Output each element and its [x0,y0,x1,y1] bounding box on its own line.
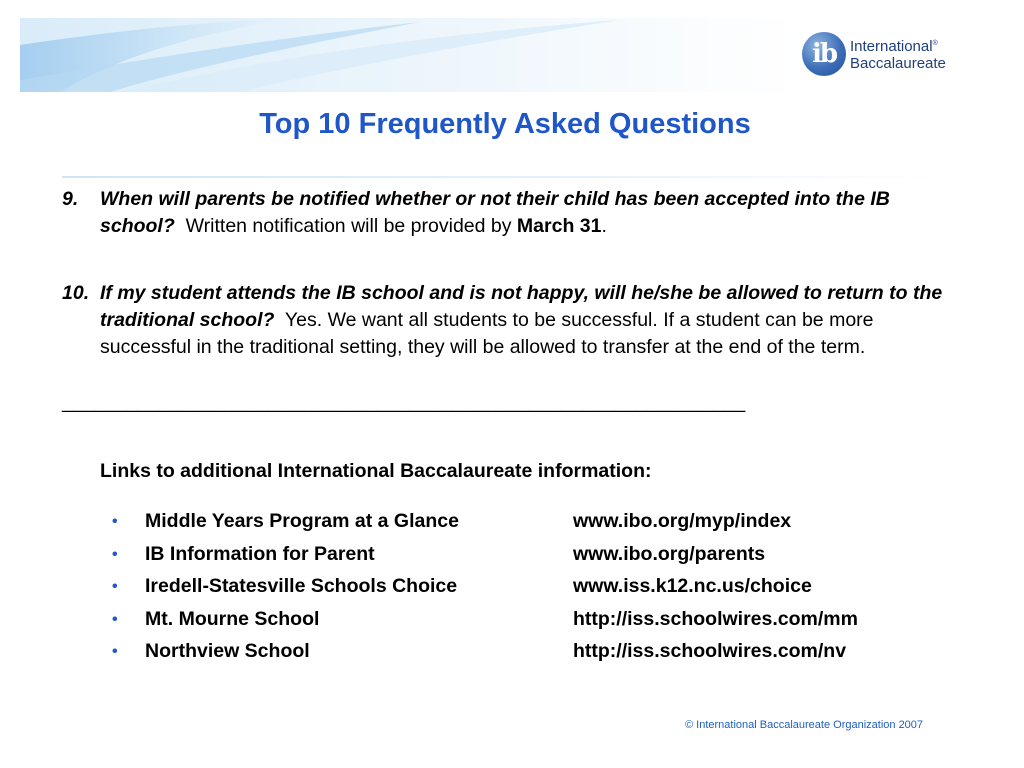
faq-number: 10. [62,282,90,304]
list-item [112,541,932,574]
page-title: Top 10 Frequently Asked Questions [259,108,751,140]
link-name: Iredell-Statesville Schools Choice [145,575,458,597]
bullet-icon: • [112,643,118,660]
link-name: Middle Years Program at a Glance [145,510,459,532]
link-url[interactable]: www.iss.k12.nc.us/choice [573,575,812,597]
faq-answer-date: March 31 [516,215,602,237]
section-divider: _______________________________________________________________ [62,391,746,413]
title-underline [62,176,942,178]
link-name: IB Information for Parent [145,542,375,565]
faq-item-10 [62,280,962,361]
faq-item-9 [62,186,962,240]
faq-question: When will parents be notified whether or not their child has been accepted into the IB school? [100,188,890,237]
faq-answer-suffix: . [601,215,607,237]
links-heading: Links to additional International Baccalaureate information: [100,460,652,482]
faq-number: 9. [62,188,79,210]
logo-line2: Baccalaureate [850,55,946,72]
bullet-icon: • [112,610,118,628]
list-item [112,573,932,606]
list-item [112,508,932,541]
list-item [112,638,932,671]
logo-line1: International [850,38,933,55]
faq-answer: Yes. We want all students to be successful. If a student can be more successful in the traditional setting, they will be allowed to transfer at the end of the term. [100,309,874,358]
bullet-icon: • [112,545,118,563]
faq-answer-prefix: Written notification will be provided by [185,215,512,237]
links-list [112,508,932,671]
link-url[interactable]: www.ibo.org/parents [573,542,766,565]
faq-body [100,186,962,240]
ib-logo-text [850,35,946,72]
faq-question: If my student attends the IB school and is not happy, will he/she be allowed to return to the traditional school? [100,282,943,331]
registered-mark: ® [932,40,938,47]
link-url[interactable]: http://iss.schoolwires.com/nv [573,640,847,662]
faq-body [100,280,962,361]
link-url[interactable]: www.ibo.org/myp/index [573,510,792,532]
link-name: Northview School [145,640,310,662]
ib-logo-mark: ib [802,32,846,76]
ib-logo [800,28,960,84]
link-name: Mt. Mourne School [145,607,320,630]
copyright-footer: © International Baccalaureate Organization 2007 [685,719,924,731]
link-url[interactable]: http://iss.schoolwires.com/mm [573,607,858,630]
bullet-icon: • [112,578,118,595]
list-item [112,606,932,639]
bullet-icon: • [112,513,118,530]
